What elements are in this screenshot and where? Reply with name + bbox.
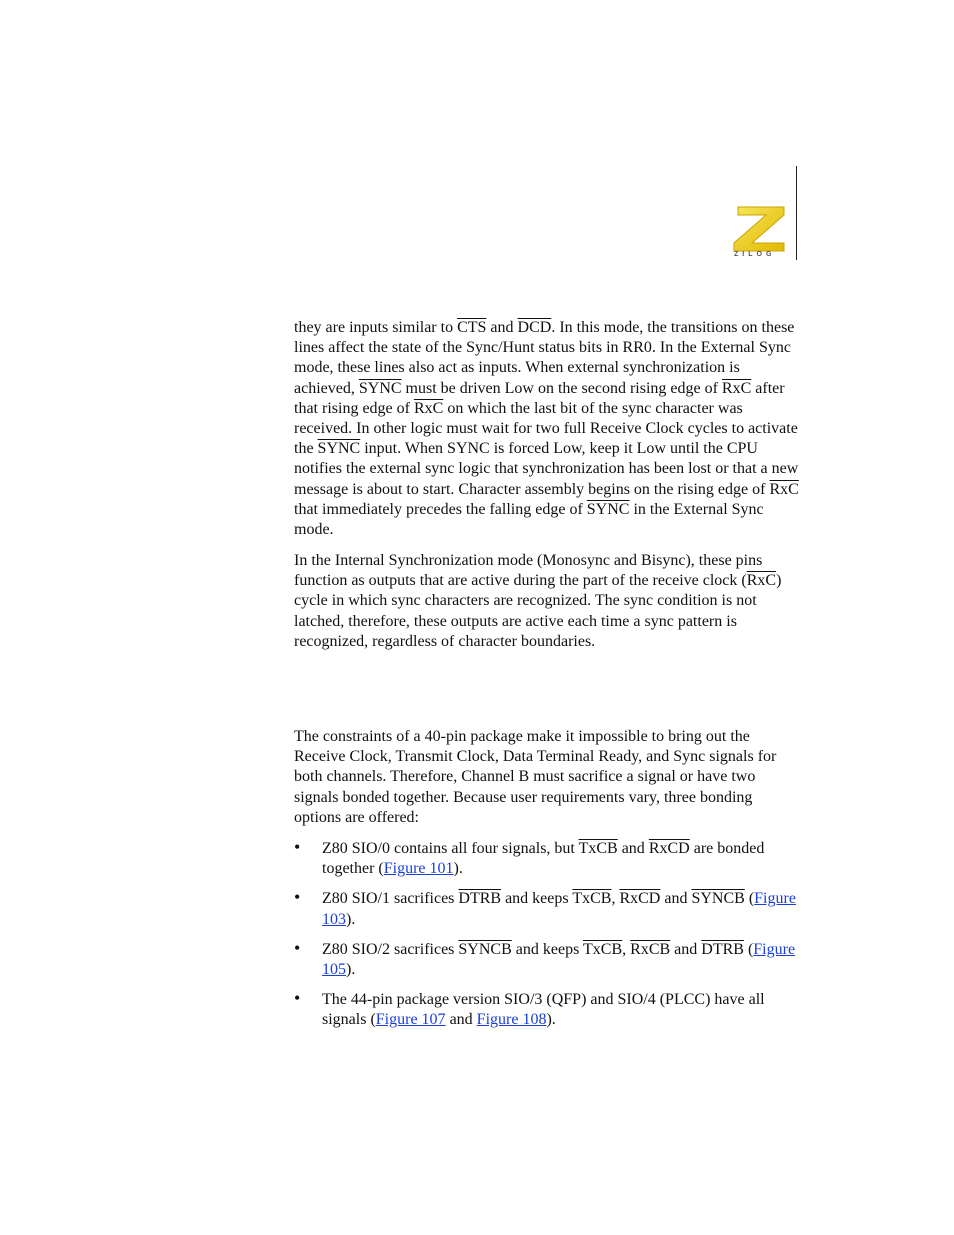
bullet-icon: • bbox=[294, 837, 301, 857]
list-item: • Z80 SIO/1 sacrifices DTRB and keeps TxCB, RxCD and SYNCB (Figure 103). bbox=[294, 887, 796, 928]
list-item: • Z80 SIO/2 sacrifices SYNCB and keeps TxCB, RxCB and DTRB (Figure 105). bbox=[294, 937, 796, 979]
link-figure-107[interactable]: Figure 107 bbox=[375, 1011, 446, 1029]
paragraph-sync-internal: In the Internal Synchronization mode (Monosync and Bisync), these pins function as outputs that are active during the part of the receive clock $(\overline{RxC})$ cycle in which sync characters are recognized. The sync condition is not latched, therefore, these outputs are active each time a sync pattern is recognized, regardless of character boundaries. bbox=[294, 552, 782, 650]
list-item: • Z80 SIO/0 contains all four signals, but TxCB and RxCD are bonded together (Figure 101). bbox=[294, 837, 765, 878]
paragraph-bonding-options: The constraints of a 40-pin package make it impossible to bring out the Receive Clock, Transmit Clock, Data Terminal Ready, and Sync signals for both channels. Therefore, Channel B must sacrifice a signal or have two signals bonded together. Because user requirements vary, three bonding options are offered: bbox=[294, 728, 777, 826]
link-figure-103[interactable]: Figure 103 bbox=[322, 890, 796, 928]
paragraph-sync-external: they are inputs similar to $\overline{CTS}$ and $\overline{DCD}$. In this mode, the transitions on these lines affect the state of the Sync/Hunt status bits in RR0. In the External Sync mode, these lines also act as inputs. When external synchronization is achieved, SYNC must be driven Low on the second rising edge of $\overline{RxC}$ after that rising edge of $\overline{RxC}$ on which the last bit of the sync character was received. In other logic must wait for two full Receive Clock cycles to activate the SYNC input. When SYNC is forced Low, keep it Low until the CPU notifies the external sync logic that synchronization has been lost or that a new message is about to start. Character assembly begins on the rising edge of $\overline{RxC}$ that immediately precedes the falling edge of SYNC in the External Sync mode. bbox=[294, 319, 799, 539]
bullet-icon: • bbox=[294, 937, 301, 958]
bullet-icon: • bbox=[294, 887, 301, 908]
list-item: • The 44-pin package version SIO/3 (QFP) and SIO/4 (PLCC) have all signals (Figure 107 and Figure 108). bbox=[294, 988, 765, 1029]
header-vertical-rule bbox=[796, 166, 797, 260]
zilog-logo-text: ZILOG bbox=[734, 251, 776, 258]
link-figure-105[interactable]: Figure 105 bbox=[322, 940, 796, 979]
link-figure-101[interactable]: Figure 101 bbox=[383, 860, 454, 878]
bullet-icon: • bbox=[294, 988, 301, 1009]
bonding-options-list bbox=[294, 839, 802, 1041]
link-figure-108[interactable]: Figure 108 bbox=[476, 1011, 547, 1029]
